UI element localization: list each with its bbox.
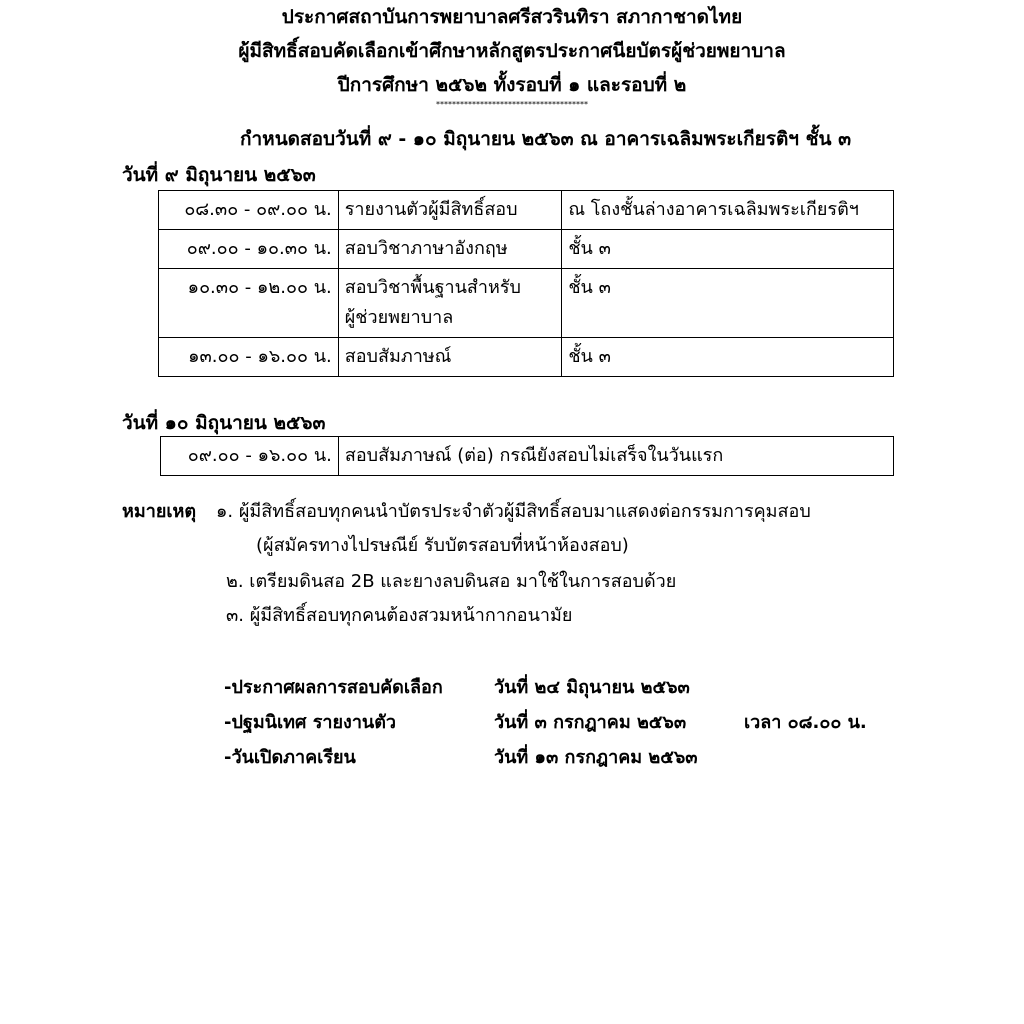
activity-cell: สอบสัมภาษณ์ <box>338 338 562 377</box>
header-divider: ************************************** <box>436 100 588 109</box>
announcement-label: -ปฐมนิเทศ รายงานตัว <box>224 712 397 733</box>
time-cell: ๑๓.๐๐ - ๑๖.๐๐ น. <box>159 338 339 377</box>
time-cell: ๐๘.๓๐ - ๐๙.๐๐ น. <box>159 191 339 230</box>
table-row <box>159 230 894 269</box>
day2-title: วันที่ ๑๐ มิถุนายน ๒๕๖๓ <box>122 412 326 434</box>
header-line-3: ปีการศึกษา ๒๕๖๒ ทั้งรอบที่ ๑ และรอบที่ ๒ <box>337 74 687 96</box>
day1-schedule-table <box>158 190 894 377</box>
announcement-date: วันที่ ๓ กรกฎาคม ๒๕๖๓ <box>494 712 687 733</box>
day2-schedule-table <box>160 436 894 476</box>
note-item-1: ๑. ผู้มีสิทธิ์สอบทุกคนนำบัตรประจำตัวผู้มีสิทธิ์สอบมาแสดงต่อกรรมการคุมสอบ <box>216 501 811 522</box>
announcement-label: -ประกาศผลการสอบคัดเลือก <box>224 677 443 698</box>
notes-label: หมายเหตุ <box>122 501 197 522</box>
activity-cell: สอบวิชาภาษาอังกฤษ <box>338 230 562 269</box>
table-row <box>161 437 894 476</box>
place-cell: ชั้น ๓ <box>562 230 894 269</box>
activity-line-1: สอบวิชาพื้นฐานสำหรับ <box>344 277 521 298</box>
note-item-3: ๓. ผู้มีสิทธิ์สอบทุกคนต้องสวมหน้ากากอนามัย <box>226 605 573 626</box>
day1-title: วันที่ ๙ มิถุนายน ๒๕๖๓ <box>122 164 316 186</box>
time-cell: ๑๐.๓๐ - ๑๒.๐๐ น. <box>159 269 339 338</box>
place-cell: ชั้น ๓ <box>562 338 894 377</box>
header-line-2: ผู้มีสิทธิ์สอบคัดเลือกเข้าศึกษาหลักสูตรประกาศนียบัตรผู้ช่วยพยาบาล <box>238 40 786 62</box>
announcement-date: วันที่ ๒๔ มิถุนายน ๒๕๖๓ <box>494 677 690 698</box>
table-row <box>159 338 894 377</box>
note-item-1-sub: (ผู้สมัครทางไปรษณีย์ รับบัตรสอบที่หน้าห้องสอบ) <box>256 535 629 556</box>
note-item-2: ๒. เตรียมดินสอ 2B และยางลบดินสอ มาใช้ในการสอบด้วย <box>226 571 677 592</box>
activity-cell <box>338 269 562 338</box>
exam-schedule-line: กำหนดสอบวันที่ ๙ - ๑๐ มิถุนายน ๒๕๖๓ ณ อาคารเฉลิมพระเกียรติฯ ชั้น ๓ <box>240 128 852 150</box>
time-cell: ๐๙.๐๐ - ๑๐.๓๐ น. <box>159 230 339 269</box>
place-cell: ณ โถงชั้นล่างอาคารเฉลิมพระเกียรติฯ <box>562 191 894 230</box>
announcement-time: เวลา ๐๘.๐๐ น. <box>744 712 867 733</box>
activity-cell: รายงานตัวผู้มีสิทธิ์สอบ <box>338 191 562 230</box>
header-line-1: ประกาศสถาบันการพยาบาลศรีสวรินทิรา สภากาชาดไทย <box>281 6 743 28</box>
announcement-date: วันที่ ๑๓ กรกฎาคม ๒๕๖๓ <box>494 747 698 768</box>
announcement-label: -วันเปิดภาคเรียน <box>224 747 356 768</box>
table-row <box>159 191 894 230</box>
activity-line-2: ผู้ช่วยพยาบาล <box>344 307 454 328</box>
activity-cell: สอบสัมภาษณ์ (ต่อ) กรณียังสอบไม่เสร็จในวันแรก <box>338 437 893 476</box>
place-cell: ชั้น ๓ <box>562 269 894 338</box>
table-row <box>159 269 894 338</box>
time-cell: ๐๙.๐๐ - ๑๖.๐๐ น. <box>161 437 339 476</box>
